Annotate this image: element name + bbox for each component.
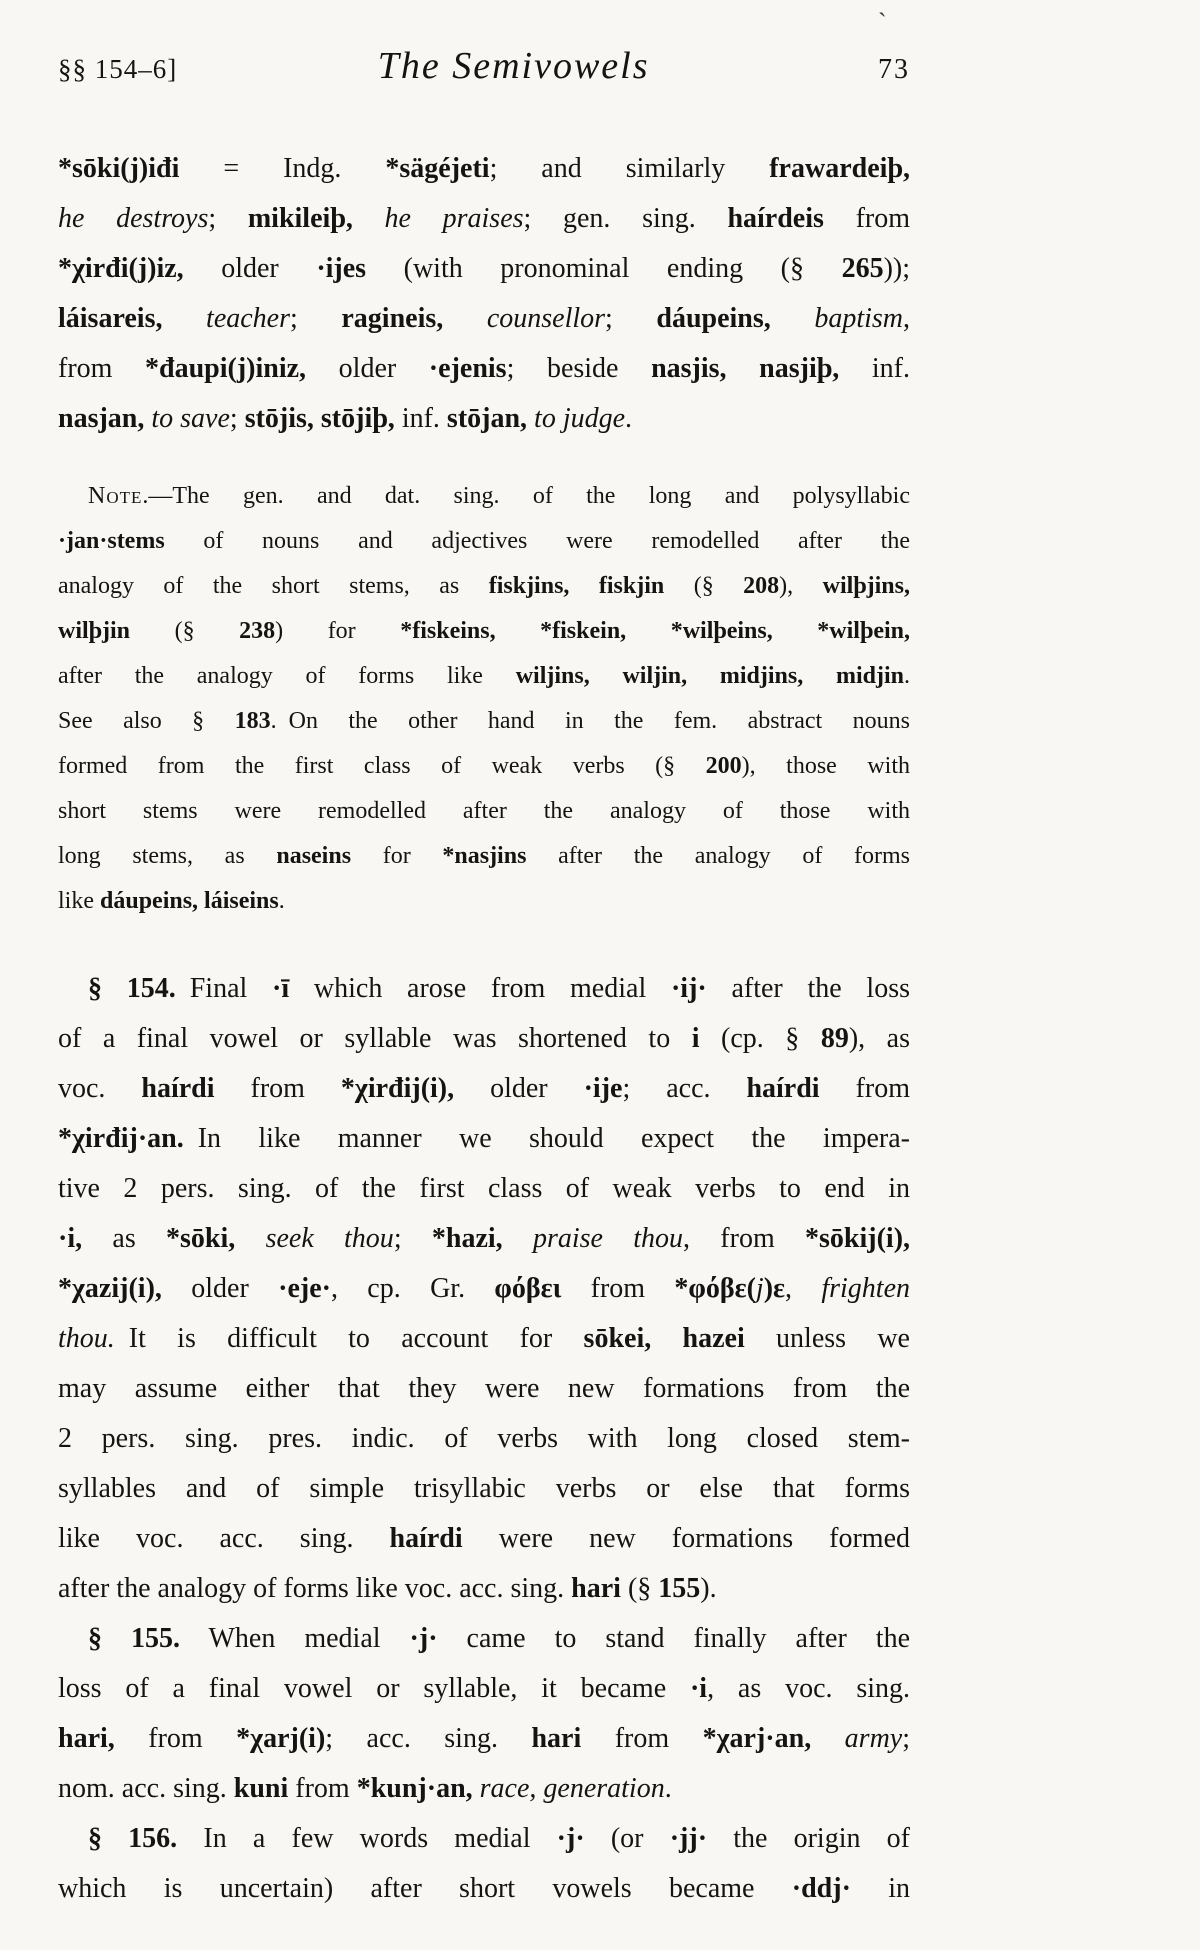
text-run: unless we [744, 1323, 910, 1354]
text-run: (with pronominal ending (§ [366, 253, 842, 284]
text-run: came to stand finally after the [437, 1623, 911, 1654]
text-run: short stems were remodelled after the analogy of those with [58, 798, 910, 824]
text-run: ), [779, 573, 823, 599]
text-line [58, 744, 910, 789]
text-run: *χirđij·an. [58, 1123, 184, 1154]
text-run: loss of a final vowel or syllable, it became [58, 1673, 690, 1704]
page-title: The Semivowels [377, 45, 650, 87]
text-run: from [114, 1723, 237, 1754]
text-run: ; beside [506, 353, 652, 384]
text-run: ·jj· [669, 1823, 708, 1854]
text-run: *χirđi(j)iz, [58, 253, 184, 284]
paragraph-section-155 [58, 1614, 910, 1814]
text-run: , as voc. sing. [707, 1673, 910, 1704]
text-run: army [844, 1723, 903, 1754]
text-line [58, 789, 910, 834]
text-run: 265 [841, 253, 884, 284]
text-run: ·ejenis [428, 353, 507, 384]
text-run: Note [88, 483, 143, 509]
text-run: of nouns and adjectives were remodelled after the [164, 528, 910, 554]
text-run: = Indg. [179, 153, 386, 184]
text-line [58, 194, 910, 244]
text-run: after the loss [706, 973, 910, 1004]
text-run [503, 1223, 533, 1254]
text-run: after the analogy of forms [526, 843, 911, 869]
text-run: .—The gen. and dat. sing. of the long and polysyllabic [142, 483, 910, 509]
text-run: *fiskeins, *fiskein, *wilþeins, *wilþein, [400, 618, 910, 644]
text-line [58, 1614, 910, 1664]
text-run: *hazi, [431, 1223, 503, 1254]
text-run: ). [700, 1573, 717, 1604]
text-run: in [850, 1873, 910, 1904]
text-run: hari [571, 1573, 621, 1604]
text-run: for [351, 843, 443, 869]
text-run: stōjis, stōjiþ, [244, 403, 395, 434]
text-run: inf. [394, 403, 447, 434]
text-run: nom. acc. sing. [58, 1773, 234, 1804]
text-run [527, 403, 534, 434]
text-run: *χarj·an, [702, 1723, 812, 1754]
scanned-book-page [58, 44, 910, 1914]
text-line [58, 1714, 910, 1764]
text-run: 89 [820, 1023, 849, 1054]
text-run: § 155. [88, 1623, 180, 1654]
text-run: which is uncertain) after short vowels became [58, 1873, 792, 1904]
text-line [58, 1264, 910, 1314]
text-run: ·ddj· [791, 1873, 851, 1904]
text-run: , from [683, 1223, 806, 1254]
text-run: ; gen. sing. [523, 203, 728, 234]
text-line [58, 1564, 910, 1614]
text-run: ·jan·stems [58, 528, 165, 554]
text-run: ; acc. sing. [325, 1723, 532, 1754]
text-run: seek thou [265, 1223, 394, 1254]
text-run: 208 [743, 573, 780, 599]
text-run: ·ijes [316, 253, 367, 284]
text-run: from [823, 203, 911, 234]
text-line [58, 394, 910, 444]
text-run: ·ij· [670, 973, 707, 1004]
text-run: kuni [233, 1773, 289, 1804]
text-run: to save [151, 403, 230, 434]
text-run: , [784, 1273, 822, 1304]
text-run: *nasjins [442, 843, 527, 869]
text-run: were new formations formed [462, 1523, 911, 1554]
text-run: ·ije [583, 1073, 623, 1104]
text-line [58, 144, 910, 194]
text-run: It is difficult to account for [114, 1323, 584, 1354]
text-run: . On the other hand in the fem. abstract nouns [270, 708, 910, 734]
text-run: *χazij(i), [58, 1273, 162, 1304]
text-run: ) for [275, 618, 401, 644]
text-line [58, 1864, 910, 1914]
text-run: from [288, 1773, 357, 1804]
text-line [58, 1114, 910, 1164]
text-run: may assume either that they were new formations from the [58, 1373, 910, 1404]
text-run: . [625, 403, 633, 434]
text-run: syllables and of simple trisyllabic verbs or else that forms [58, 1473, 910, 1504]
text-run: he destroys [58, 203, 209, 234]
text-run: long stems, as [58, 843, 277, 869]
text-run: like voc. acc. sing. [58, 1523, 390, 1554]
text-run: ; [208, 203, 248, 234]
page-header [58, 44, 910, 114]
text-run: from [581, 1723, 703, 1754]
text-run: after the analogy of forms like voc. acc. sing. [58, 1573, 572, 1604]
text-run [443, 303, 487, 334]
text-run: as [82, 1223, 167, 1254]
text-run: In a few words medial [177, 1823, 557, 1854]
text-run: 200 [705, 753, 742, 779]
text-run: haírdi [389, 1523, 463, 1554]
text-run: § 154. [88, 973, 176, 1004]
text-run: from [819, 1073, 910, 1104]
text-run: praise thou [532, 1223, 684, 1254]
text-run [353, 203, 385, 234]
text-line [58, 654, 910, 699]
text-run: j [755, 1273, 764, 1304]
text-run: (§ [130, 618, 240, 644]
text-run: ), those with [741, 753, 910, 779]
text-run: *sōki, [166, 1223, 236, 1254]
text-run [811, 1723, 844, 1754]
text-run: ·j· [409, 1623, 438, 1654]
text-run: tive 2 pers. sing. of the first class of weak verbs to end in [58, 1173, 910, 1204]
text-run [162, 303, 206, 334]
text-line [58, 1414, 910, 1464]
text-run: he praises [384, 203, 524, 234]
text-run: wilþjins, [822, 573, 910, 599]
text-run: *χarj(i) [236, 1723, 326, 1754]
text-run: (cp. § [699, 1023, 821, 1054]
text-run: dáupeins, [656, 303, 771, 334]
text-run: naseins [276, 843, 352, 869]
text-run: 238 [239, 618, 276, 644]
text-run: (§ [620, 1573, 659, 1604]
text-run: ; [605, 303, 657, 334]
text-run: . [278, 888, 285, 914]
text-run: ·i [689, 1673, 708, 1704]
text-line [58, 1314, 910, 1364]
text-run: dáupeins, láiseins [100, 888, 279, 914]
text-run: from [561, 1273, 675, 1304]
text-line [58, 1014, 910, 1064]
text-run: older [454, 1073, 584, 1104]
section-range: §§ 154–6] [58, 54, 178, 84]
text-run: (§ [664, 573, 744, 599]
text-run: haírdi [141, 1073, 215, 1104]
text-run: *φόβε( [674, 1273, 756, 1304]
text-run: baptism [814, 303, 904, 334]
text-run: voc. [58, 1073, 142, 1104]
text-run: frawardeiþ, [769, 153, 910, 184]
text-run: haírdi [746, 1073, 820, 1104]
paragraph-section-154 [58, 964, 910, 1614]
text-run: *sägéjeti [385, 153, 490, 184]
text-run: which arose from medial [289, 973, 671, 1004]
text-run: like [58, 888, 100, 914]
text-line [58, 244, 910, 294]
text-line [58, 1464, 910, 1514]
text-run: See also § [58, 708, 235, 734]
text-run: *sōki(j)iđi [58, 153, 180, 184]
text-run: older [183, 253, 317, 284]
text-run: hari [531, 1723, 582, 1754]
text-run [235, 1223, 265, 1254]
page-number: 73 [877, 54, 910, 85]
text-run: of a final vowel or syllable was shortened to [58, 1023, 692, 1054]
text-run: from [214, 1073, 341, 1104]
text-run: ; [229, 403, 245, 434]
text-run: fiskjins, fiskjin [488, 573, 665, 599]
text-run: haírdeis [727, 203, 824, 234]
text-run: *kunj·an, [356, 1773, 473, 1804]
text-run: § 156. [88, 1823, 178, 1854]
text-run: ·j· [556, 1823, 585, 1854]
text-run: nasjan, [58, 403, 145, 434]
text-run: wilþjin [58, 618, 131, 644]
text-run: race, generation [479, 1773, 665, 1804]
text-line [58, 1214, 910, 1264]
text-line [58, 964, 910, 1014]
text-run: láisareis, [58, 303, 163, 334]
text-run: Final [175, 973, 273, 1004]
text-run: )ε [763, 1273, 785, 1304]
text-line [58, 879, 910, 924]
text-run [473, 1773, 480, 1804]
text-run [771, 303, 815, 334]
text-run: ragineis, [341, 303, 444, 334]
text-line [58, 609, 910, 654]
paragraph-continuation [58, 144, 910, 444]
text-run: ·ī [272, 973, 290, 1004]
text-run: hari, [58, 1723, 115, 1754]
text-run: . [904, 663, 911, 689]
text-line [58, 1514, 910, 1564]
scan-artifact-mark: ˋ [878, 8, 887, 37]
text-line [58, 1364, 910, 1414]
text-run: ; and similarly [489, 153, 770, 184]
text-run: 183 [234, 708, 271, 734]
text-line [58, 699, 910, 744]
text-run: *đaupi(j)iniz, [145, 353, 307, 384]
text-run: from [58, 353, 146, 384]
text-run: i [691, 1023, 700, 1054]
text-line [58, 344, 910, 394]
text-line [58, 474, 910, 519]
text-run: ·eje· [278, 1273, 331, 1304]
paragraph-section-156 [58, 1814, 910, 1914]
text-run: ·i, [58, 1223, 83, 1254]
page-body [58, 144, 910, 1914]
text-run: wiljins, wiljin, midjins, midjin [515, 663, 905, 689]
text-line [58, 1814, 910, 1864]
text-line [58, 1064, 910, 1114]
text-run: )); [883, 253, 910, 284]
text-run: 2 pers. sing. pres. indic. of verbs with long closed stem- [58, 1423, 910, 1454]
text-run: In like manner we should expect the impera- [183, 1123, 910, 1154]
text-run: sōkei, hazei [583, 1323, 745, 1354]
text-run: inf. [839, 353, 910, 384]
text-line [58, 294, 910, 344]
text-run: counsellor [486, 303, 606, 334]
text-run: frighten [821, 1273, 910, 1304]
text-run: *sōkij(i), [805, 1223, 911, 1254]
text-line [58, 834, 910, 879]
text-run: *χirđij(i), [340, 1073, 455, 1104]
text-run: after the analogy of forms like [58, 663, 516, 689]
text-line [58, 1764, 910, 1814]
text-run: 155 [658, 1573, 701, 1604]
text-run: analogy of the short stems, as [58, 573, 489, 599]
text-run: When medial [180, 1623, 410, 1654]
text-run: , [903, 303, 911, 334]
text-run: ; [902, 1723, 910, 1754]
text-run: (or [584, 1823, 670, 1854]
text-run: . [664, 1773, 672, 1804]
text-run: ), as [848, 1023, 910, 1054]
text-run: ; [290, 303, 342, 334]
text-run: older [161, 1273, 279, 1304]
text-run: φόβει [494, 1273, 562, 1304]
text-run: ; acc. [622, 1073, 747, 1104]
text-run: mikileiþ, [247, 203, 353, 234]
text-run: the origin of [707, 1823, 911, 1854]
text-run: , cp. Gr. [330, 1273, 495, 1304]
text-run: teacher [206, 303, 291, 334]
text-line [58, 1164, 910, 1214]
text-line [58, 564, 910, 609]
text-run: to judge [534, 403, 626, 434]
paragraph-note [58, 474, 910, 924]
text-run: formed from the first class of weak verbs (§ [58, 753, 706, 779]
text-run: thou. [58, 1323, 115, 1354]
text-run: ; [393, 1223, 432, 1254]
text-run: stōjan, [446, 403, 528, 434]
text-line [58, 519, 910, 564]
text-line [58, 1664, 910, 1714]
text-run: nasjis, nasjiþ, [651, 353, 840, 384]
text-run: older [306, 353, 429, 384]
